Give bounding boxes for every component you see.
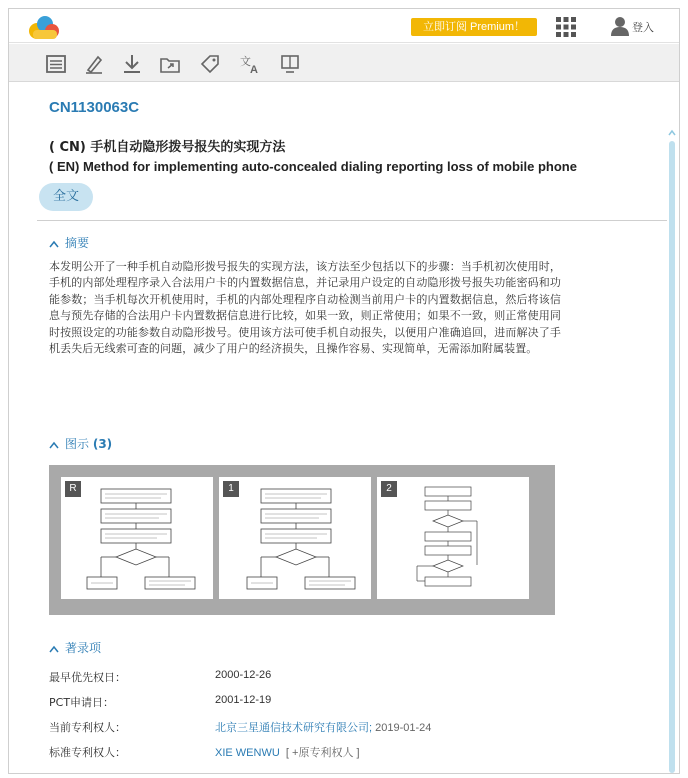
current-assignee-link[interactable]: 北京三星通信技术研究有限公司; <box>215 722 373 734</box>
pen-icon[interactable] <box>83 53 105 75</box>
biblio-row <box>49 719 609 744</box>
flowchart-thumbnail-icon <box>219 477 371 599</box>
biblio-value: 2001-12-19 <box>215 694 272 706</box>
scrollbar[interactable] <box>669 141 675 773</box>
biblio-row <box>49 694 609 719</box>
publication-number: CN1130063C <box>49 99 140 116</box>
tag-icon[interactable] <box>199 53 221 75</box>
figure-thumbnail[interactable] <box>377 477 529 599</box>
patent-content <box>9 83 679 773</box>
biblio-value: 2000-12-26 <box>215 669 272 681</box>
biblio-value-group <box>215 744 360 760</box>
biblio-row <box>49 669 609 694</box>
apps-grid-icon[interactable] <box>556 17 576 37</box>
svg-text:A: A <box>250 64 258 75</box>
cloud-logo-icon[interactable] <box>27 13 61 41</box>
toolbar <box>9 44 679 82</box>
bibliography-heading: 著录项 <box>65 641 102 655</box>
biblio-key: 最早优先权日： <box>49 671 126 684</box>
abstract-heading: 摘要 <box>65 236 90 250</box>
assignee-date: 2019-01-24 <box>375 722 432 734</box>
premium-subscribe-button[interactable]: 立即订阅 Premium！ <box>411 18 537 36</box>
bibliography-section-toggle[interactable] <box>49 639 101 656</box>
biblio-key: 标准专利权人： <box>49 746 126 759</box>
svg-text:文: 文 <box>240 55 251 68</box>
translate-icon[interactable] <box>239 53 261 75</box>
figures-heading: 图示 <box>65 437 90 451</box>
app-frame <box>8 8 680 774</box>
screen-icon[interactable] <box>279 53 301 75</box>
fulltext-button[interactable]: 全文 <box>39 183 93 211</box>
figure-label: R <box>65 481 81 497</box>
login-link[interactable]: 登入 <box>632 21 654 34</box>
bibliography-table <box>49 669 609 769</box>
title-chinese: ( CN) 手机自动隐形拨号报失的实现方法 <box>49 140 286 155</box>
biblio-key: PCT申请日： <box>49 696 115 709</box>
abstract-section-toggle[interactable] <box>49 234 89 251</box>
biblio-value-group <box>215 719 431 735</box>
download-icon[interactable] <box>121 53 143 75</box>
top-bar <box>9 9 679 43</box>
user-icon[interactable] <box>610 16 630 36</box>
divider <box>37 220 667 221</box>
chevron-up-icon <box>49 645 59 653</box>
scroll-up-icon[interactable] <box>668 129 676 137</box>
document-icon[interactable] <box>45 53 67 75</box>
original-assignee-toggle[interactable]: [ +原专利权人 ] <box>285 747 360 759</box>
figure-thumbnail[interactable] <box>61 477 213 599</box>
figure-label: 1 <box>223 481 239 497</box>
title-english: ( EN) Method for implementing auto-concealed dialing reporting loss of mobile phone <box>49 159 577 174</box>
figure-thumbnail[interactable] <box>219 477 371 599</box>
figures-section-toggle[interactable] <box>49 435 112 452</box>
figures-count: (3) <box>92 437 113 451</box>
biblio-row <box>49 744 609 769</box>
standard-assignee-link[interactable]: XIE WENWU <box>215 747 280 759</box>
biblio-key: 当前专利权人： <box>49 721 126 734</box>
figures-strip <box>49 465 555 615</box>
flowchart-thumbnail-icon <box>377 477 529 599</box>
figure-label: 2 <box>381 481 397 497</box>
share-folder-icon[interactable] <box>159 53 181 75</box>
chevron-up-icon <box>49 441 59 449</box>
flowchart-thumbnail-icon <box>61 477 213 599</box>
abstract-text: 本发明公开了一种手机自动隐形拨号报失的实现方法，该方法至少包括以下的步骤：当手机初次使用时，手机的内部处理程序录入合法用户卡的内置数据信息，并记录用户设定的自动隐形拨号报失功能密码和功能参数；当手机每次开机使用时，手机的内部处理程序自动检测当前用户卡的内置数据信息，然后将该信息与预先存储的合法用户卡内置数据信息进行比较，如果一致，则正常使用；如果不一致，则正常使用同时按照设定的功能参数自动隐形拨号。使用该方法可使手机自动报失，以便用户准确追回，进而解决了手机丢失后无线索可查的问题，减少了用户的经济损失，且操作容易、实现简单，无需添加附属装置。 <box>49 260 561 356</box>
chevron-up-icon <box>49 240 59 248</box>
